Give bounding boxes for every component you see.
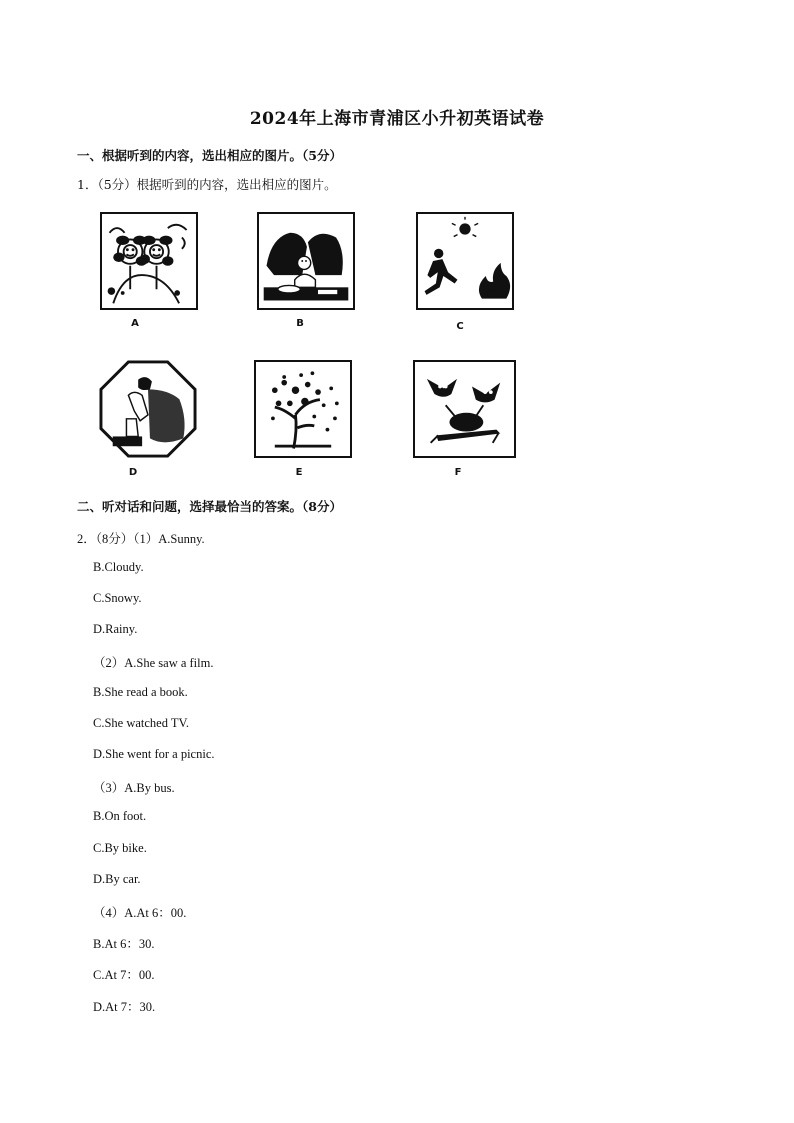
picture-b-label: B xyxy=(296,318,304,329)
question-2-option-1c: C.Snowy. xyxy=(93,591,142,605)
question-2-option-4a: （4）A.At 6：00. xyxy=(93,906,187,920)
question-2-option-3b: B.On foot. xyxy=(93,809,147,823)
picture-d-label: D xyxy=(128,467,138,478)
picture-c-label: C xyxy=(456,321,464,332)
question-2-option-2c: C.She watched TV. xyxy=(93,716,190,730)
picture-c xyxy=(416,212,514,310)
question-2-option-1a: 2．（8分）（1）A.Sunny. xyxy=(77,532,205,546)
question-2-option-2b: B.She read a book. xyxy=(93,685,188,699)
question-2-option-4b: B.At 6：30. xyxy=(93,937,155,951)
question-2-option-2d: D.She went for a picnic. xyxy=(93,747,215,761)
running-from-fire-icon xyxy=(418,214,512,308)
picture-d xyxy=(98,360,198,458)
picture-e-label: E xyxy=(295,467,303,478)
section-2-heading: 二、听对话和问题，选择最恰当的答案。（8分） xyxy=(77,499,342,514)
picture-e xyxy=(254,360,352,458)
picture-f xyxy=(413,360,516,458)
question-2-option-4d: D.At 7：30. xyxy=(93,1000,156,1014)
section-1-heading: 一、根据听到的内容，选出相应的图片。（5分） xyxy=(77,148,342,163)
question-2-option-4c: C.At 7：00. xyxy=(93,968,155,982)
picture-a xyxy=(100,212,198,310)
man-gardening-icon xyxy=(98,360,198,458)
question-2-option-2a: （2）A.She saw a film. xyxy=(93,656,214,670)
birds-nest-icon xyxy=(415,362,514,456)
question-2-option-3c: C.By bike. xyxy=(93,841,147,855)
picture-b xyxy=(257,212,355,310)
question-2-option-1b: B.Cloudy. xyxy=(93,560,144,574)
picture-f-label: F xyxy=(454,467,462,478)
question-2-option-3a: （3）A.By bus. xyxy=(93,781,175,795)
autumn-tree-icon xyxy=(256,362,350,456)
family-cooking-icon xyxy=(259,214,353,308)
question-2-option-3d: D.By car. xyxy=(93,872,141,886)
cartoon-flowers-icon xyxy=(102,214,196,308)
picture-a-label: A xyxy=(131,318,139,329)
question-1-prompt: 1．（5分）根据听到的内容，选出相应的图片。 xyxy=(77,177,337,192)
exam-title: 2024年上海市青浦区小升初英语试卷 xyxy=(249,109,545,129)
question-2-option-1d: D.Rainy. xyxy=(93,622,138,636)
